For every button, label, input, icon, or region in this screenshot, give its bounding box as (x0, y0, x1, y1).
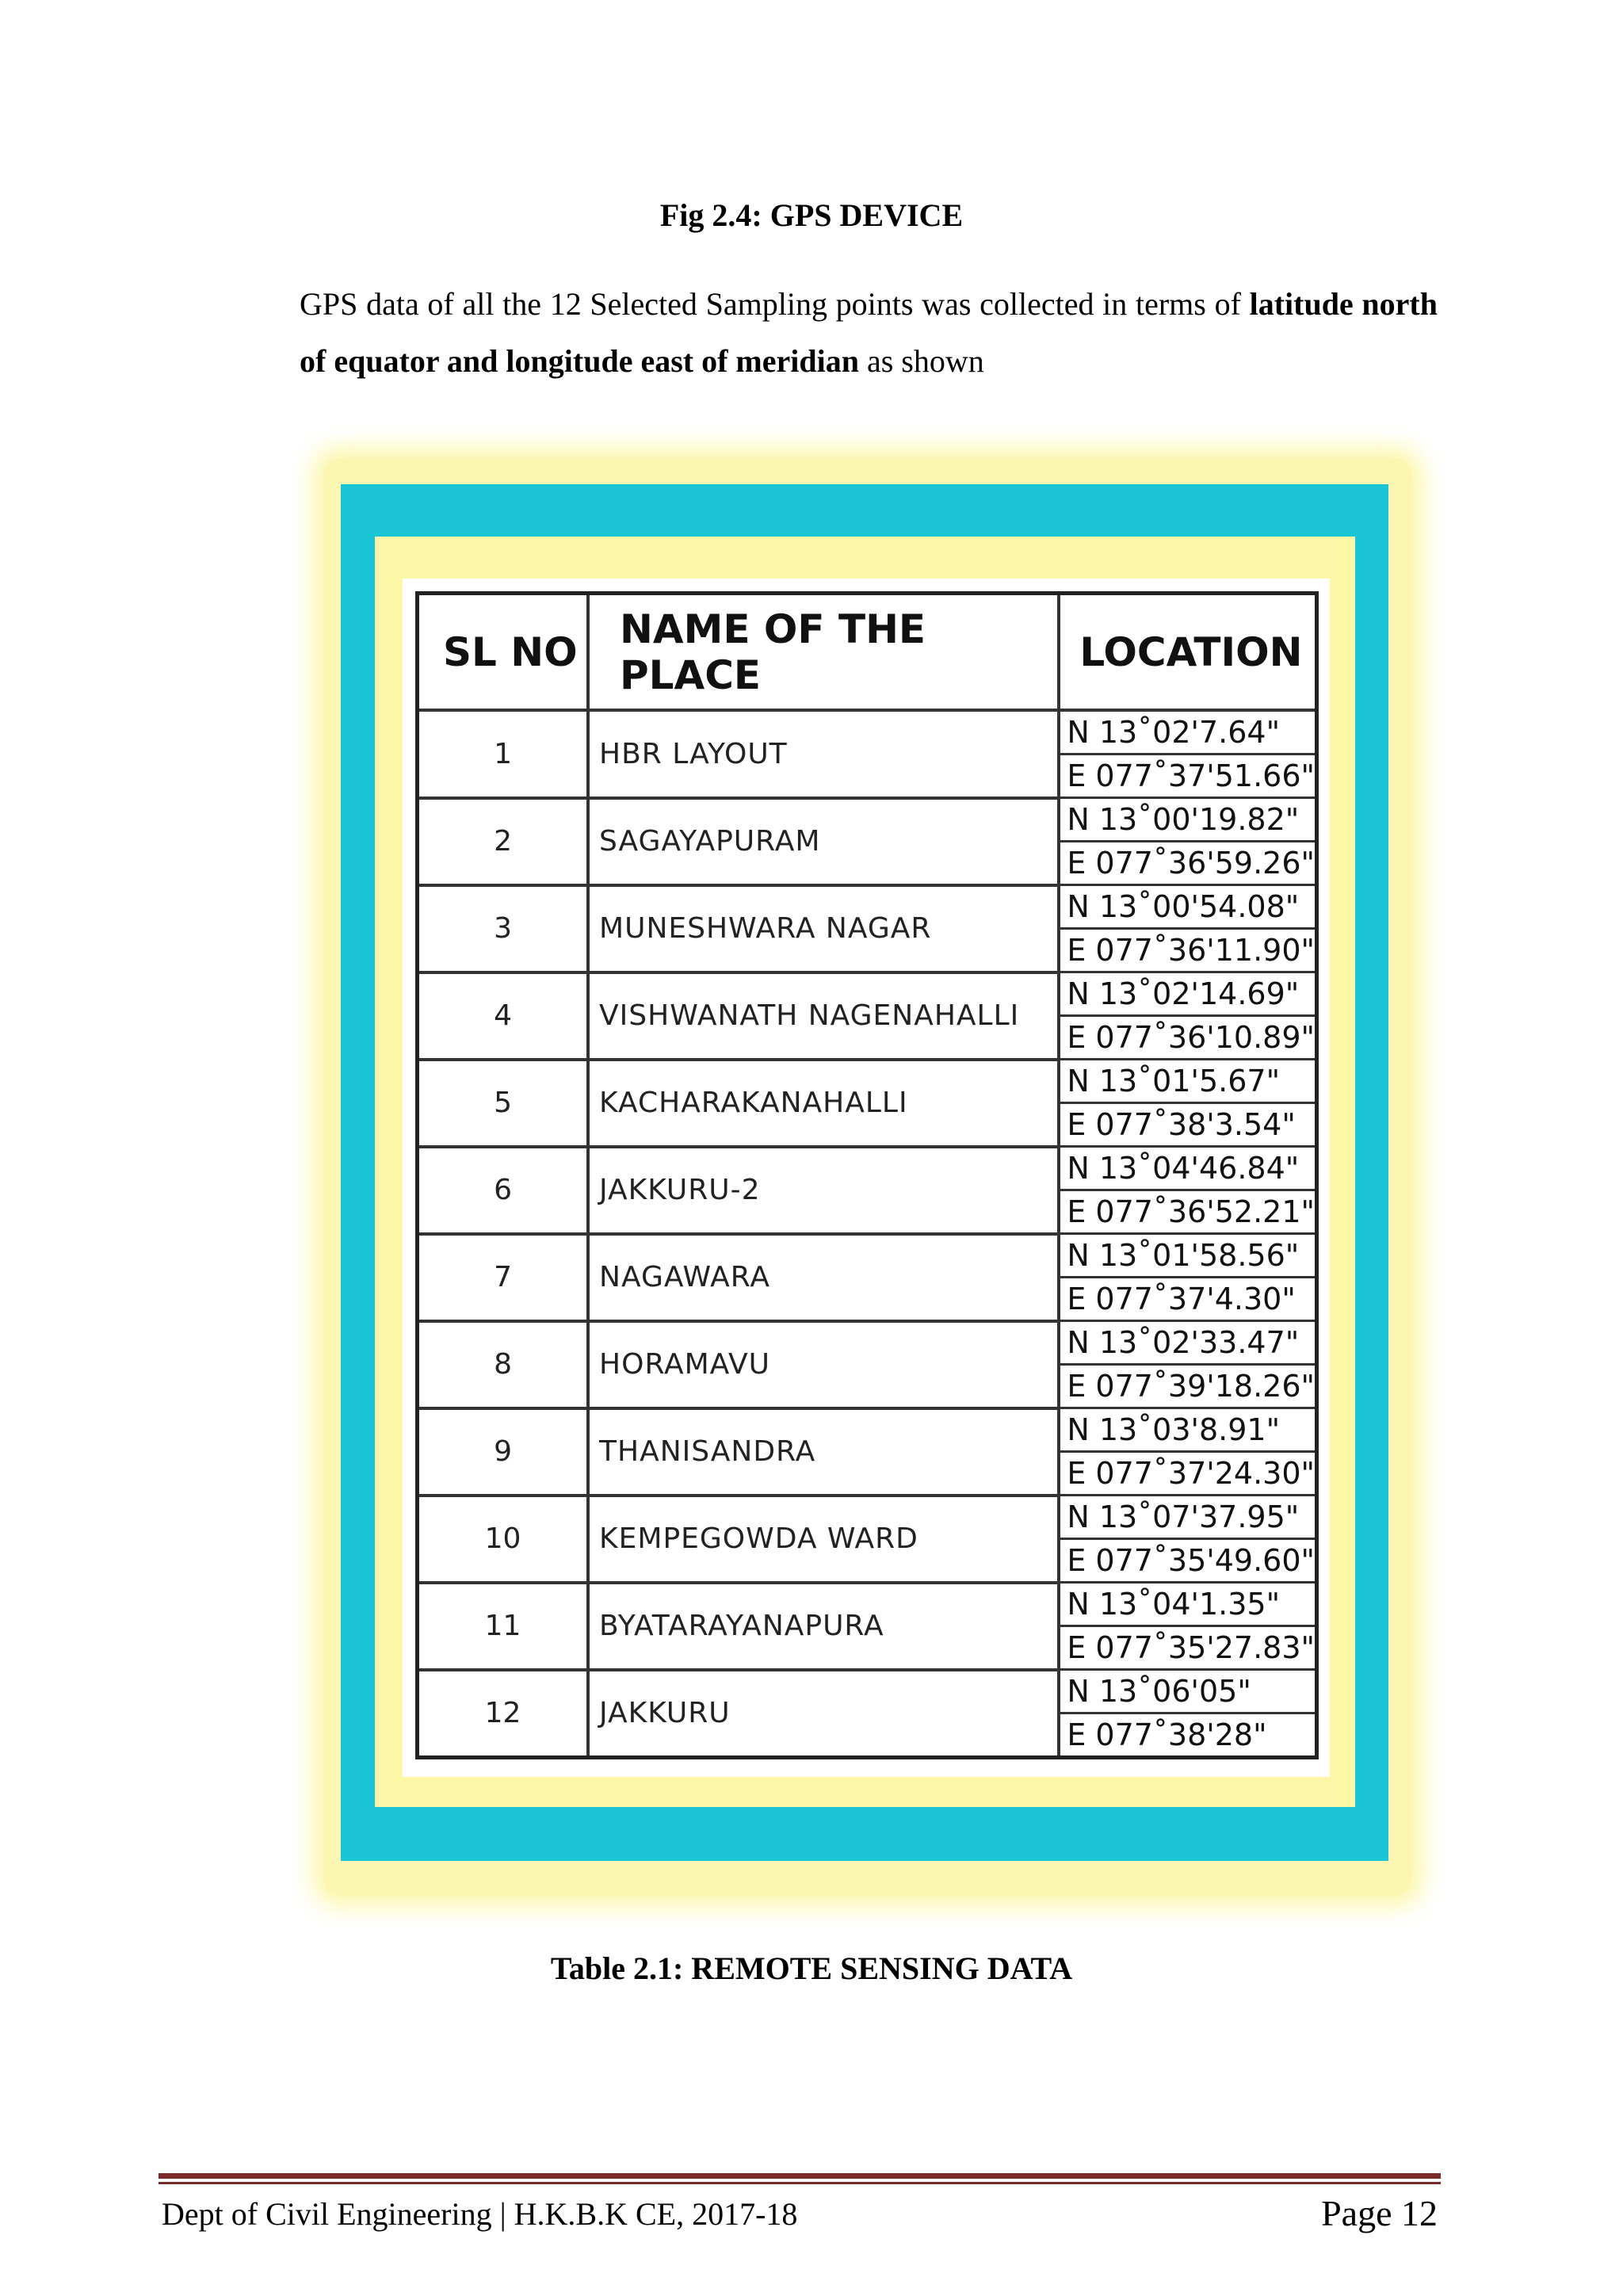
table-body (418, 710, 1317, 1758)
cell-longitude: E 077˚35'27.83" (1059, 1626, 1316, 1670)
footer-separator: | (499, 2196, 506, 2232)
cell-place-name: KEMPEGOWDA WARD (588, 1496, 1059, 1583)
cell-place-name: THANISANDRA (588, 1408, 1059, 1496)
cell-latitude: N 13˚04'46.84" (1059, 1147, 1316, 1190)
cell-place-name: MUNESHWARA NAGAR (588, 885, 1059, 972)
cell-sl-no: 5 (418, 1060, 589, 1147)
figure-caption: Fig 2.4: GPS DEVICE (659, 197, 964, 233)
cell-place-name: HBR LAYOUT (588, 710, 1059, 798)
table-row (418, 1060, 1317, 1103)
header-sl-no: SL NO (418, 594, 589, 711)
cell-sl-no: 3 (418, 885, 589, 972)
table-row (418, 885, 1317, 929)
cell-place-name: VISHWANATH NAGENAHALLI (588, 972, 1059, 1060)
cell-longitude: E 077˚37'51.66" (1059, 755, 1316, 798)
footer-rule-thick (158, 2173, 1441, 2179)
cell-longitude: E 077˚36'10.89" (1059, 1016, 1316, 1060)
cell-sl-no: 1 (418, 710, 589, 798)
cell-longitude: E 077˚37'24.30" (1059, 1452, 1316, 1496)
cell-longitude: E 077˚39'18.26" (1059, 1365, 1316, 1408)
table-row (418, 798, 1317, 842)
page-number: Page 12 (1321, 2193, 1438, 2233)
cell-latitude: N 13˚02'7.64" (1059, 710, 1316, 755)
table-row (418, 1496, 1317, 1539)
cell-latitude: N 13˚06'05" (1059, 1670, 1316, 1713)
cell-sl-no: 10 (418, 1496, 589, 1583)
table-row (418, 1583, 1317, 1626)
cell-latitude: N 13˚01'58.56" (1059, 1234, 1316, 1278)
cell-place-name: KACHARAKANAHALLI (588, 1060, 1059, 1147)
cell-sl-no: 8 (418, 1321, 589, 1408)
cell-place-name: HORAMAVU (588, 1321, 1059, 1408)
cell-place-name: BYATARAYANAPURA (588, 1583, 1059, 1670)
cell-place-name: NAGAWARA (588, 1234, 1059, 1321)
cell-longitude: E 077˚38'3.54" (1059, 1103, 1316, 1147)
footer-dept-name: Dept of Civil Engineering (162, 2196, 492, 2232)
cell-sl-no: 6 (418, 1147, 589, 1234)
intro-paragraph (300, 276, 1438, 390)
cell-sl-no: 4 (418, 972, 589, 1060)
cell-longitude: E 077˚36'11.90" (1059, 929, 1316, 972)
cell-sl-no: 12 (418, 1670, 589, 1758)
table-row (418, 1147, 1317, 1190)
cell-longitude: E 077˚37'4.30" (1059, 1278, 1316, 1321)
table-row (418, 1670, 1317, 1713)
cell-sl-no: 2 (418, 798, 589, 885)
footer-college: H.K.B.K CE, 2017-18 (514, 2196, 798, 2232)
cell-latitude: N 13˚04'1.35" (1059, 1583, 1316, 1626)
cell-latitude: N 13˚02'14.69" (1059, 972, 1316, 1016)
cell-longitude: E 077˚35'49.60" (1059, 1539, 1316, 1583)
table-caption: Table 2.1: REMOTE SENSING DATA (550, 1950, 1073, 1986)
cell-longitude: E 077˚36'59.26" (1059, 842, 1316, 885)
cell-sl-no: 11 (418, 1583, 589, 1670)
cell-place-name: JAKKURU (588, 1670, 1059, 1758)
cell-latitude: N 13˚00'19.82" (1059, 798, 1316, 842)
paragraph-text-2: as shown (858, 343, 984, 379)
paragraph-text-1: GPS data of all the 12 Selected Sampling points was collected in terms of (300, 286, 1250, 322)
cell-latitude: N 13˚07'37.95" (1059, 1496, 1316, 1539)
paragraph-bold-text: latitude north of equator and longitude east of meridian (300, 286, 1438, 379)
gps-data-table (415, 591, 1319, 1759)
table-row (418, 1234, 1317, 1278)
cell-sl-no: 9 (418, 1408, 589, 1496)
cell-sl-no: 7 (418, 1234, 589, 1321)
cell-latitude: N 13˚00'54.08" (1059, 885, 1316, 929)
table-row (418, 710, 1317, 755)
table-header-row (418, 594, 1317, 711)
cell-place-name: SAGAYAPURAM (588, 798, 1059, 885)
footer-rule-thin (158, 2182, 1441, 2184)
table-row (418, 1321, 1317, 1365)
table-row (418, 972, 1317, 1016)
header-location: LOCATION (1059, 594, 1316, 711)
cell-longitude: E 077˚36'52.21" (1059, 1190, 1316, 1234)
header-place-name: NAME OF THE PLACE (588, 594, 1059, 711)
cell-latitude: N 13˚03'8.91" (1059, 1408, 1316, 1452)
cell-latitude: N 13˚02'33.47" (1059, 1321, 1316, 1365)
footer-department (162, 2195, 797, 2233)
cell-latitude: N 13˚01'5.67" (1059, 1060, 1316, 1103)
table-row (418, 1408, 1317, 1452)
cell-place-name: JAKKURU-2 (588, 1147, 1059, 1234)
cell-longitude: E 077˚38'28" (1059, 1713, 1316, 1758)
